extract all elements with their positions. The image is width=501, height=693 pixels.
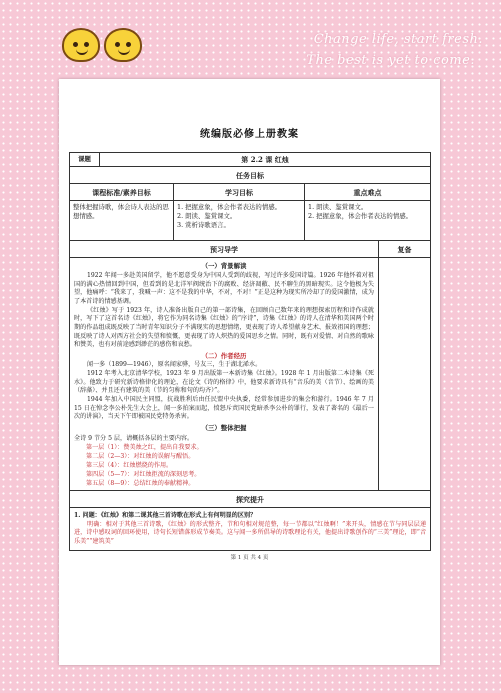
learning-goal-2: 2. 朗读、鉴赏课文。 — [177, 212, 237, 221]
learning-goal-3: 3. 赏析诗歌语言。 — [177, 220, 230, 229]
learning-goals — [174, 201, 305, 241]
key-point-2: 2. 把握意象，体会作者表达的情感。 — [308, 212, 412, 221]
learning-goal-1: 1. 把握意象，体会作者表达的情感。 — [177, 203, 281, 212]
author-paragraph-1: 闻一多（1899—1946），原名闻家骅，号友三，生于湖北浠水。 — [87, 361, 262, 369]
heart-decorations — [62, 28, 142, 62]
doc-title: 统编版必修上册教案 — [200, 129, 299, 140]
layer-item: 第五层（8—9）：总结红烛的奉献精神。 — [86, 480, 195, 488]
preview-header: 预习导学 — [70, 241, 379, 258]
lesson-value: 第 2.2 课 红烛 — [100, 153, 431, 167]
overview-intro: 全诗 9 节分 5 层，请概括各层的主要内容。 — [74, 434, 194, 442]
section-overview: （三）整体把握 — [201, 423, 247, 432]
review-column — [379, 258, 431, 491]
review-label: 复备 — [379, 241, 431, 258]
task-header: 任务目标 — [70, 167, 431, 184]
lesson-label: 课题 — [70, 153, 100, 167]
section-background: （一）背景解读 — [201, 262, 247, 271]
slogan-line-1: Change life, start fresh. — [313, 32, 483, 47]
explore-header: 探究提升 — [70, 491, 431, 508]
question-1: 1. 问题：《红烛》和第二课其他三首诗歌在形式上有何明显的区别？ — [74, 512, 257, 520]
standard-text: 整体把握诗歌，体会诗人表达的思想情感。 — [70, 201, 174, 241]
explore-content — [70, 508, 431, 550]
background-paragraph-1: 1922 年闻一多赴美国留学，他不愿意受身为中国人受到的歧视，写过许多爱国诗篇。1926 年他怀着对祖国的满心热情回到中国，但看到的是北洋军阀统治下的腐败、经济凋敝、民不聊生的黑暗现实。这令他极为失望，他痛呼：“我来了，我喊一声：这不是我的中华，不对，不对！”正是这种为现实所冷却了的爱国激情，成为了本首诗的情感基调。 — [74, 272, 374, 305]
page-footer: 第 1 页 共 4 页 — [230, 554, 269, 561]
learning-goal-header: 学习目标 — [174, 184, 305, 201]
key-point-1: 1. 朗读、鉴赏课文。 — [308, 203, 368, 212]
background-paragraph-2: 《红烛》写于 1923 年，诗人准备出版自己的第一部诗集，在回顾自己数年来的理想探索历程和诗作成就时，写下了这首名诗《红烛》，将它作为同名诗集《红烛》的“序诗”，诗集《红烛》的诗人在清华和美国两个时期的作品组成既反映了当时青年知识分子不满现实的思想情绪，更表现了诗人希望献身艺术、报效祖国的理想；既反映了诗人对西方社会的失望和愤慨，更表现了诗人炽热的爱国思乡之情。同时，既有对爱情、对自然的歌咏和赞美，也有对前途感到渺茫的感伤和哀愁。 — [74, 306, 374, 349]
smiley-heart-icon — [62, 28, 100, 62]
author-paragraph-2: 1912 年考入北京清华学校，1923 年 9 月出版第一本新诗集《红烛》。1928 年 1 月出版第二本诗集《死水》。他致力于研究新诗格律化的理论，在论文《诗的格律》中，他要求新诗具有“音乐的美（音节）、绘画的美（辞藻）、并且还有建筑的美（节的匀称和句的均齐）”。 — [74, 370, 374, 395]
layer-item: 第二层（2—3）：对红烛的误解与醒悟。 — [86, 452, 195, 460]
key-point-header: 重点难点 — [305, 184, 431, 201]
standard-header: 课程标准/素养目标 — [70, 184, 174, 201]
preview-content — [70, 258, 379, 491]
author-paragraph-3: 1944 年加入中国民主同盟，抗战胜利后由任民盟中央执委，经常参加进步的集会和游行。1946 年 7 月 15 日在悼念李公朴先生大会上，闻一多拍案而起，愤怒斥责国民党暗杀李公朴的罪行，发表了著名的《最后一次的讲演》，当天下午即被国民党特务杀害。 — [74, 396, 374, 421]
section-author: （二）作者经历 — [201, 351, 247, 360]
answer-1: 明确：相对于其他三首诗歌，《红烛》的形式整齐，节和句相对规范整，每一节都以“红烛啊！”来开头，情感在节与同层层递进，诗中感叹词的回环使用，诗句长短错落形成节奏美。这与闻一多所倡导的诗歌理论有关，他提出诗歌创作的“三美”理论，即“音乐美”“建筑美” — [74, 520, 427, 545]
key-points — [305, 201, 431, 241]
lesson-plan-page — [59, 79, 440, 665]
slogan-line-2: The best is yet to come. — [306, 53, 475, 68]
layer-item: 第三层（4）：红烛燃烧的作用。 — [86, 462, 173, 470]
smiley-heart-icon — [104, 28, 142, 62]
lesson-plan-table — [69, 152, 431, 551]
layer-item: 第一层（1）：赞美烛之红，提出自我要求。 — [86, 443, 203, 451]
layer-item: 第四层（5—7）：对红烛拒流的深刻思考。 — [86, 471, 201, 479]
